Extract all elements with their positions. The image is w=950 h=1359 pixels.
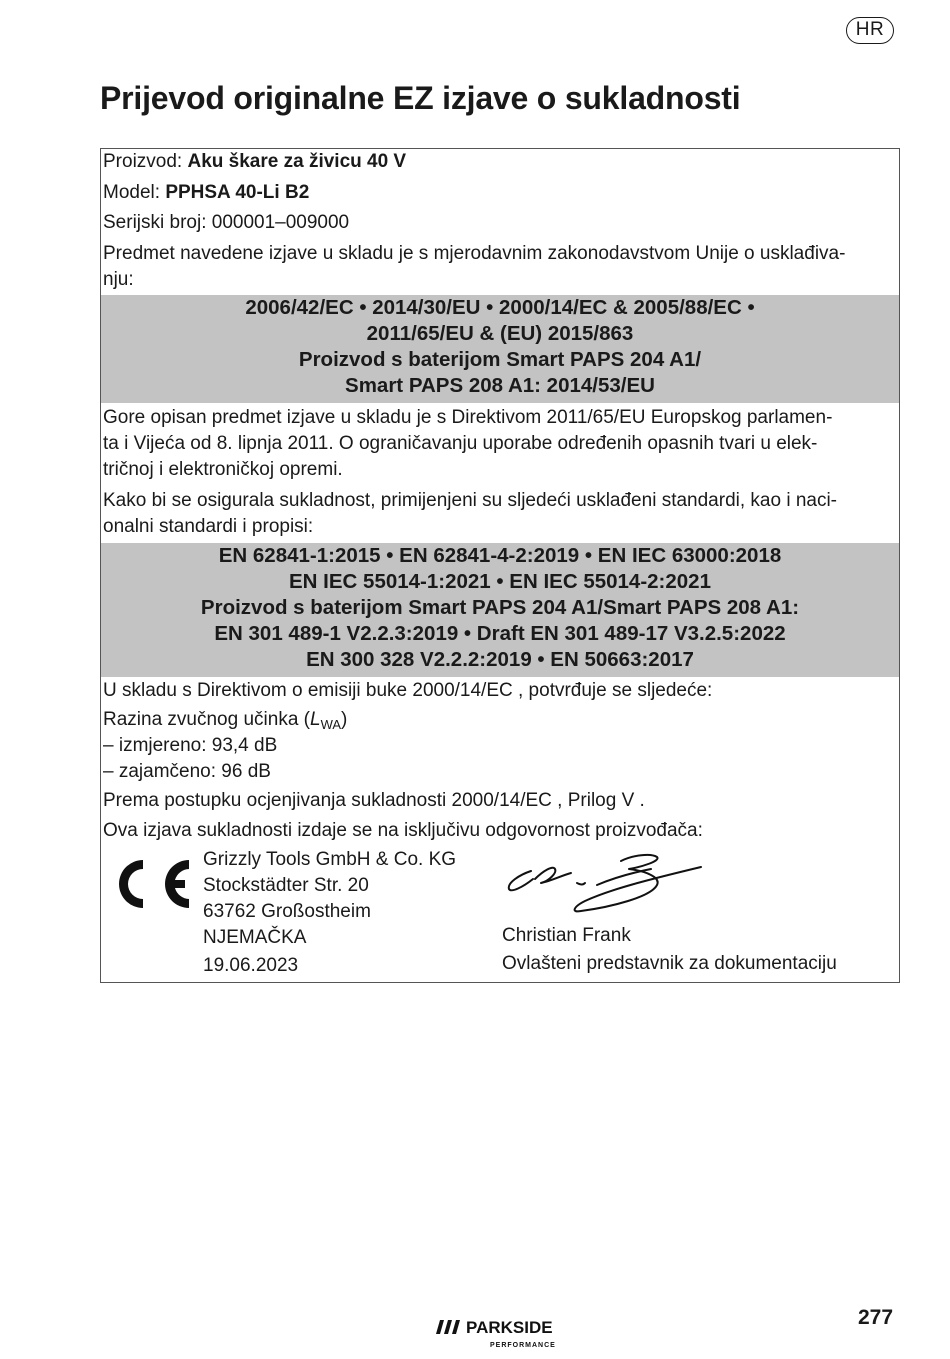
declaration-box bbox=[100, 148, 900, 983]
standard-line: EN 300 328 V2.2.2:2019 • EN 50663:2017 bbox=[306, 648, 694, 671]
responsibility-statement: Ova izjava sukladnosti izdaje se na isključivu odgovornost proizvođača: bbox=[103, 820, 703, 841]
standard-line: EN 62841-1:2015 • EN 62841-4-2:2019 • EN IEC 63000:2018 bbox=[218, 544, 782, 567]
page-title: Prijevod originalne EZ izjave o sukladnosti bbox=[100, 80, 741, 116]
sound-level-prefix: Razina zvučnog učinka ( bbox=[103, 709, 310, 730]
signer-role: Ovlašteni predstavnik za dokumentaciju bbox=[502, 953, 837, 974]
manufacturer-city: 63762 Großostheim bbox=[203, 901, 371, 922]
standard-line: EN IEC 55014-1:2021 • EN IEC 55014-2:2021 bbox=[289, 570, 711, 593]
directive-line: Smart PAPS 208 A1: 2014/53/EU bbox=[345, 374, 655, 397]
model-line bbox=[103, 180, 309, 206]
directive-line: 2011/65/EU & (EU) 2015/863 bbox=[366, 322, 634, 345]
sound-level-line bbox=[103, 707, 347, 734]
sound-level-symbol: L bbox=[310, 709, 321, 730]
ce-mark-icon bbox=[103, 854, 191, 914]
serial-number: Serijski broj: 000001–009000 bbox=[103, 212, 350, 233]
assessment-procedure: Prema postupku ocjenjivanja sukladnosti 2000/14/EC , Prilog V . bbox=[103, 790, 645, 811]
signature-icon bbox=[501, 849, 706, 927]
rohs-line-2: ta i Vijeća od 8. lipnja 2011. O ograničavanju uporabe određenih opasnih tvari u elek- bbox=[103, 433, 818, 454]
product-line bbox=[103, 149, 406, 175]
page-number: 277 bbox=[858, 1306, 894, 1329]
standards-intro-line-2: onalni standardi i propisi: bbox=[103, 516, 314, 537]
signer-name: Christian Frank bbox=[502, 925, 631, 946]
directive-line: Proizvod s baterijom Smart PAPS 204 A1/ bbox=[298, 348, 702, 371]
directive-line: 2006/42/EC • 2014/30/EU • 2000/14/EC & 2005/88/EC • bbox=[245, 296, 755, 319]
language-badge: HR bbox=[846, 17, 894, 44]
directives-band bbox=[101, 295, 899, 403]
standards-band bbox=[101, 543, 899, 677]
rohs-line-3: tričnoj i elektroničkoj opremi. bbox=[103, 459, 343, 480]
rohs-line-1: Gore opisan predmet izjave u skladu je s Direktivom 2011/65/EU Europskog parlamen- bbox=[103, 407, 833, 428]
model-value: PPHSA 40-Li B2 bbox=[165, 182, 310, 203]
brand-text: PARKSIDE bbox=[466, 1318, 553, 1337]
intro-line-2: nju: bbox=[103, 269, 134, 290]
manufacturer-name: Grizzly Tools GmbH & Co. KG bbox=[203, 849, 457, 870]
parkside-logo bbox=[430, 1316, 590, 1350]
model-label: Model: bbox=[103, 182, 166, 203]
product-label: Proizvod: bbox=[103, 151, 188, 172]
brand-subtext: PERFORMANCE bbox=[490, 1342, 556, 1349]
manufacturer-street: Stockstädter Str. 20 bbox=[203, 875, 369, 896]
standard-line: Proizvod s baterijom Smart PAPS 204 A1/Smart PAPS 208 A1: bbox=[200, 596, 800, 619]
noise-directive-line: U skladu s Direktivom o emisiji buke 2000/14/EC , potvrđuje se sljedeće: bbox=[103, 680, 713, 701]
product-value: Aku škare za živicu 40 V bbox=[187, 151, 407, 172]
sound-level-subscript: WA bbox=[320, 717, 342, 732]
declaration-date: 19.06.2023 bbox=[203, 955, 299, 976]
intro-line-1: Predmet navedene izjave u skladu je s mjerodavnim zakonodavstvom Unije o usklađiva- bbox=[103, 243, 846, 264]
measured-level: – izmjereno: 93,4 dB bbox=[103, 735, 278, 756]
standard-line: EN 301 489-1 V2.2.3:2019 • Draft EN 301 489-17 V3.2.5:2022 bbox=[214, 622, 786, 645]
manufacturer-country: NJEMAČKA bbox=[203, 927, 307, 948]
standards-intro-line-1: Kako bi se osigurala sukladnost, primijenjeni su sljedeći usklađeni standardi, kao i naci- bbox=[103, 490, 838, 511]
sound-level-suffix: ) bbox=[341, 709, 348, 730]
guaranteed-level: – zajamčeno: 96 dB bbox=[103, 761, 271, 782]
